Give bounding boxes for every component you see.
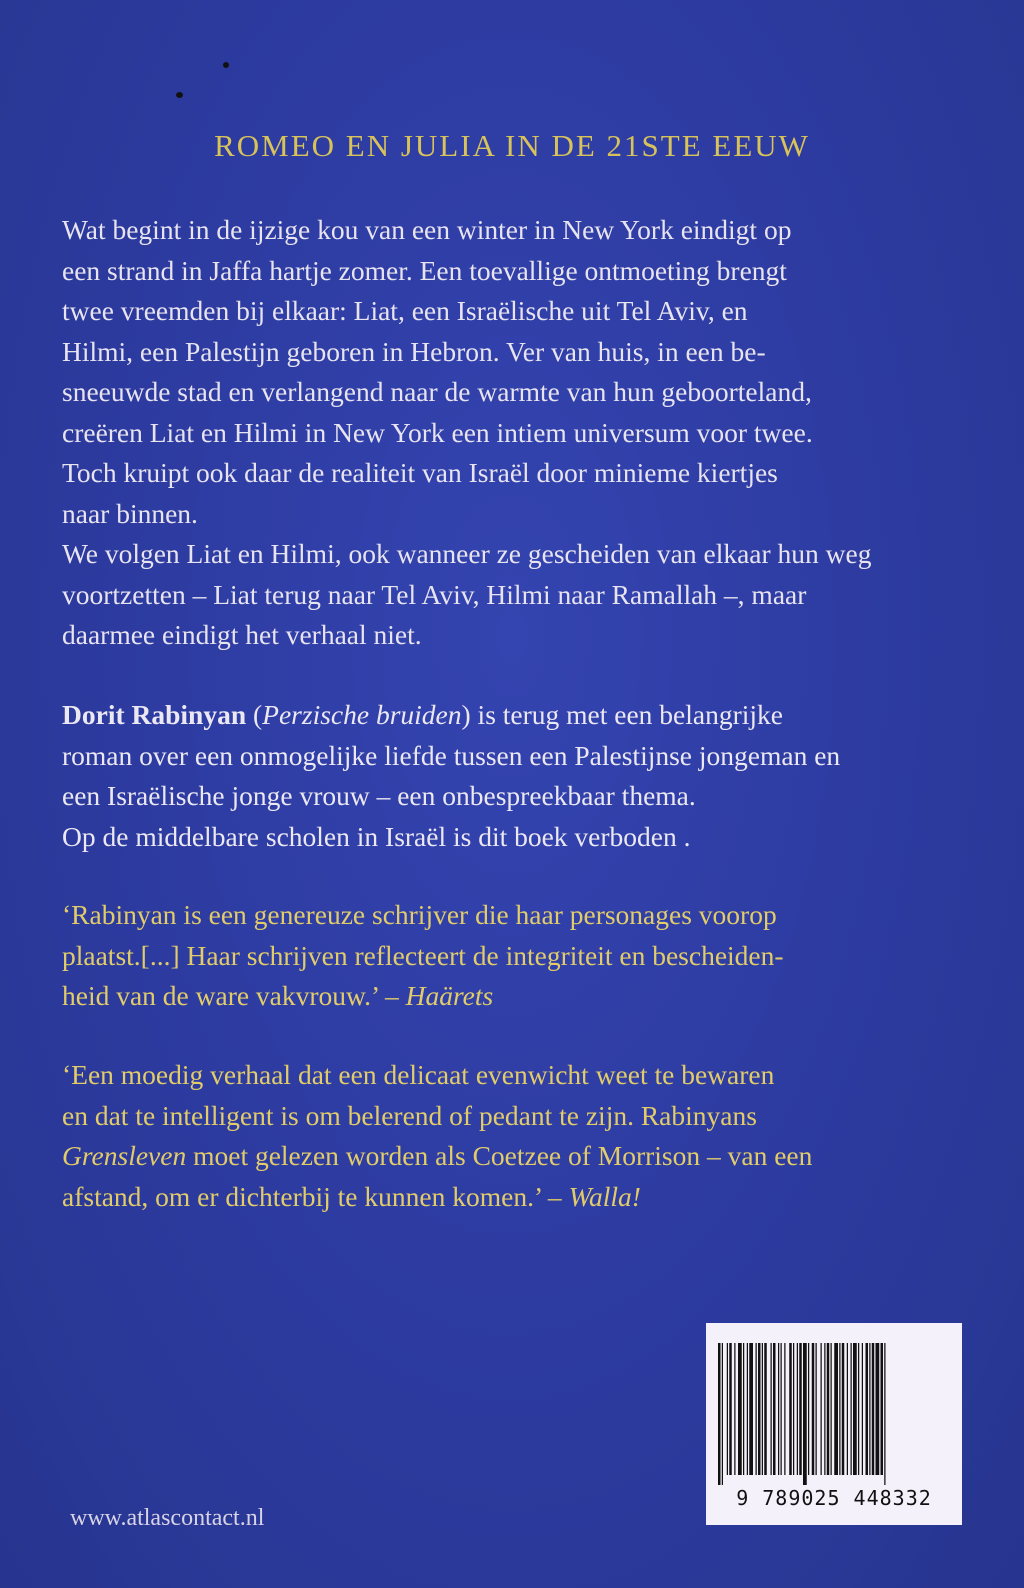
barcode-bar (771, 1343, 772, 1475)
isbn-number: 9 789025 448332 (736, 1486, 932, 1510)
review-quote (62, 1055, 962, 1217)
quote-text: moet gelezen worden als Coetzee of Morrison – van een (186, 1140, 813, 1171)
paren: ( (246, 699, 263, 730)
barcode-bar (749, 1343, 753, 1475)
barcode-bar (866, 1343, 869, 1475)
blurb-line: Toch kruipt ook daar de realiteit van Israël door minieme kiertjes (62, 457, 778, 488)
quote-line: ‘Een moedig verhaal dat een delicaat evenwicht weet te bewaren (62, 1059, 775, 1090)
quote-source: Walla! (568, 1180, 641, 1212)
quote-text: heid van de ware vakvrouw.’ – (62, 980, 406, 1011)
barcode-bar (851, 1343, 852, 1475)
barcode-bar (803, 1343, 807, 1485)
blurb-line: creëren Liat en Hilmi in New York een intiem universum voor twee. (62, 416, 813, 448)
author-line-rest: ) is terug met een belangrijke (461, 699, 783, 730)
barcode-bar (793, 1343, 794, 1475)
blurb-line: sneeuwde stad en verlangend naar de warmte van hun geboorteland, (62, 376, 812, 407)
barcode-bar (773, 1343, 776, 1475)
author-line: een Israëlische jonge vrouw – een onbespreekbaar thema. (62, 780, 696, 811)
barcode-bar (718, 1343, 721, 1485)
barcode-bar (756, 1343, 757, 1475)
quote-text: afstand, om er dichterbij te kunnen komen.’ – (62, 1180, 569, 1212)
quote-line (62, 976, 962, 1017)
barcode-bar (831, 1343, 832, 1475)
barcode-bar (729, 1343, 732, 1475)
blurb-line: Wat begint in de ijzige kou van een winter in New York eindigt op (62, 214, 792, 245)
quote-line (62, 1177, 962, 1218)
review-quote (62, 895, 962, 1017)
barcode-bar (738, 1343, 742, 1475)
quote-line: en dat te intelligent is om belerend of pedant te zijn. Rabinyans (62, 1099, 757, 1131)
ink-speck (176, 92, 183, 98)
barcode-bar (797, 1343, 798, 1475)
barcode-bar (764, 1343, 767, 1475)
quote-line: ‘Rabinyan is een genereuze schrijver die haar personages voorop (62, 899, 777, 930)
blurb-text (62, 210, 962, 656)
barcode-bar (784, 1343, 785, 1475)
barcode-bar (827, 1343, 830, 1475)
blurb-line: voortzetten – Liat terug naar Tel Aviv, Hilmi naar Ramallah –, maar (62, 578, 807, 610)
blurb-line: We volgen Liat en Hilmi, ook wanneer ze gescheiden van elkaar hun weg (62, 538, 872, 569)
barcode-bar (839, 1343, 840, 1475)
blurb-line: daarmee eindigt het verhaal niet. (62, 619, 422, 650)
barcode-bar (762, 1343, 763, 1475)
barcode-bar (842, 1343, 845, 1475)
quote-source: Haärets (405, 980, 494, 1011)
prior-book-title: Perzische bruiden (262, 699, 462, 730)
publisher-website: www.atlascontact.nl (70, 1505, 265, 1531)
author-name: Dorit Rabinyan (62, 699, 247, 730)
barcode-bar (758, 1343, 761, 1475)
barcode-bar (821, 1343, 822, 1475)
cover-heading: ROMEO EN JULIA IN DE 21STE EEUW (214, 128, 810, 163)
barcode-bar (722, 1343, 723, 1485)
barcode-bar (847, 1343, 848, 1475)
barcode-bar (816, 1343, 817, 1475)
barcode-bar (789, 1343, 792, 1475)
blurb-line: Hilmi, een Palestijn geboren in Hebron. Ver van huis, in een be- (62, 335, 766, 367)
author-line (62, 695, 962, 736)
author-line: roman over een onmogelijke liefde tussen een Palestijnse jongeman en (62, 739, 841, 771)
book-title: Grensleven (62, 1140, 187, 1171)
quote-line (62, 1136, 962, 1177)
barcode-bar (876, 1343, 880, 1475)
barcode-bar (781, 1343, 782, 1475)
barcode-bar (778, 1343, 779, 1475)
barcode-bar (808, 1343, 809, 1475)
isbn-barcode (706, 1323, 962, 1525)
blurb-line: naar binnen. (62, 497, 198, 529)
barcode-bar (734, 1343, 735, 1475)
blurb-line: twee vreemden bij elkaar: Liat, een Israëlische uit Tel Aviv, en (62, 295, 748, 326)
barcode-bar (727, 1343, 728, 1475)
author-line: Op de middelbare scholen in Israël is dit boek verboden . (62, 820, 691, 852)
barcode-bar (834, 1343, 838, 1475)
quote-line: plaatst.[...] Haar schrijven reflecteert de integriteit en bescheiden- (62, 939, 784, 971)
author-paragraph (62, 695, 962, 857)
barcode-bar (747, 1343, 748, 1475)
barcode-bar (872, 1343, 875, 1475)
blurb-line: een strand in Jaffa hartje zomer. Een toevallige ontmoeting brengt (62, 254, 787, 286)
barcode-bar (743, 1343, 744, 1475)
barcode-bar (824, 1343, 825, 1475)
barcode-bar (862, 1343, 863, 1475)
ink-speck (223, 62, 229, 68)
barcode-bar (853, 1343, 857, 1475)
barcode-bars (718, 1343, 950, 1485)
barcode-bar (869, 1343, 870, 1475)
barcode-bar (799, 1343, 802, 1475)
barcode-bar (858, 1343, 859, 1475)
barcode-bar (881, 1343, 884, 1475)
barcode-bar (884, 1343, 885, 1485)
barcode-bar (812, 1343, 815, 1475)
